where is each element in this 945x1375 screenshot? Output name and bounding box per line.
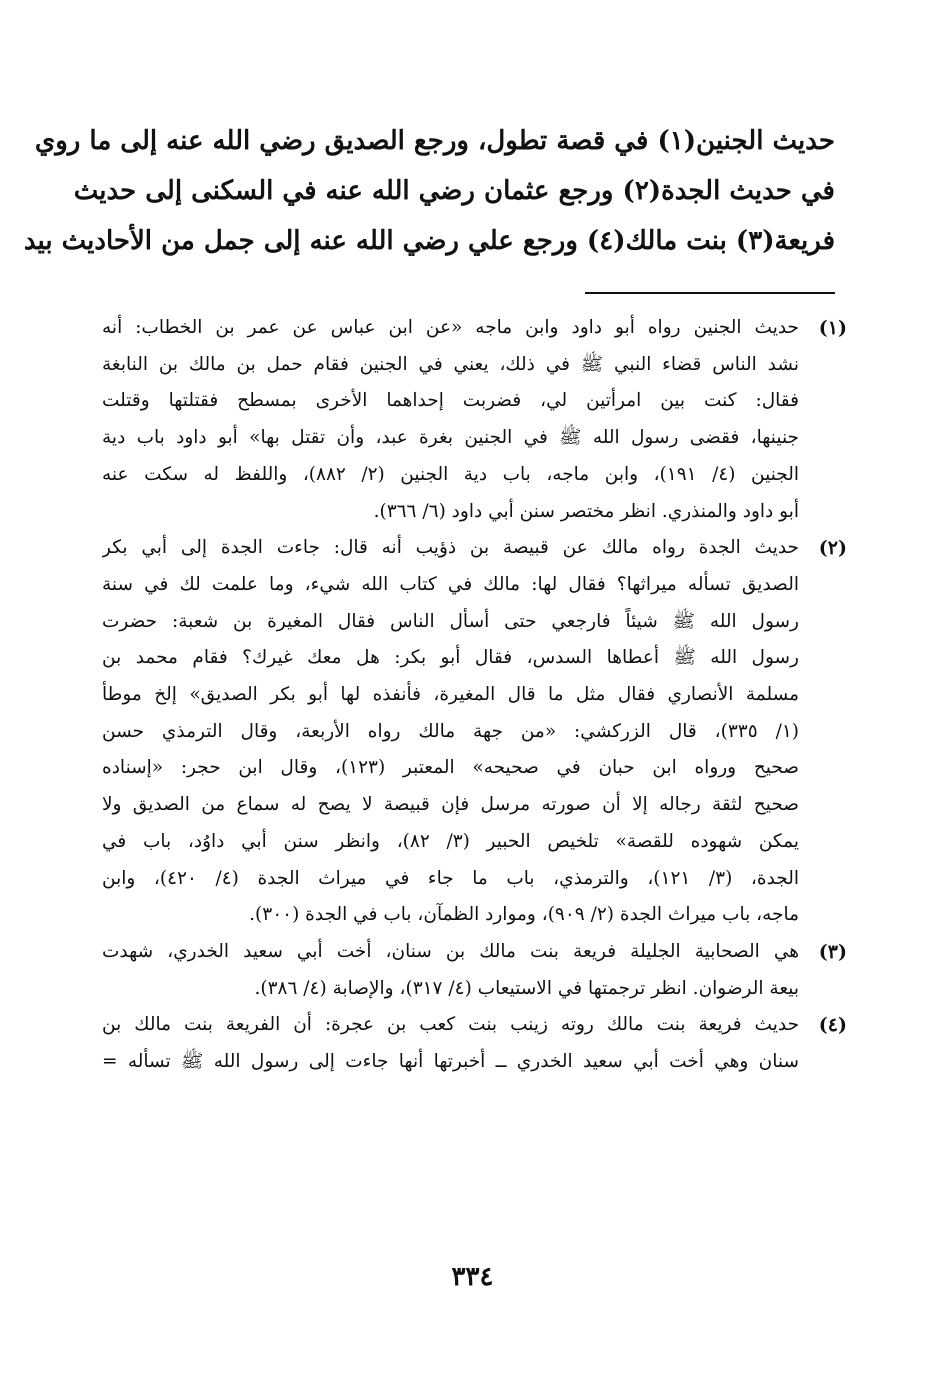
footnote-line: الجنين (٤/ ١٩١)، وابن ماجه، باب دية الجنين (٢/ ٨٨٢)، واللفظ له سكت عنه xyxy=(102,463,799,485)
footnote-separator xyxy=(585,292,835,294)
footnote-2 xyxy=(102,530,847,934)
footnote-line: الصديق تسأله ميراثها؟ فقال لها: مالك في كتاب الله شيء، وما علمت لك في سنة xyxy=(102,573,799,595)
main-text-line: في حديث الجدة(٢) ورجع عثمان رضي الله عنه في السكنى إلى حديث xyxy=(73,176,835,206)
main-text-line: فريعة(٣) بنت مالك(٤) ورجع علي رضي الله عنه إلى جمل من الأحاديث بيد xyxy=(23,226,835,256)
footnote-line: صحيح لثقة رجاله إلا أن صورته مرسل فإن قبيصة لا يصح له سماع من الصديق ولا xyxy=(102,794,799,816)
footnote-line: هي الصحابية الجليلة فريعة بنت مالك بن سنان، أخت أبي سعيد الخدري، شهدت xyxy=(102,940,799,962)
footnote-line: جنينها، فقضى رسول الله ﷺ في الجنين بغرة عبد، وأن تقتل بها» أبو داود باب دية xyxy=(102,427,799,449)
footnote-line: رسول الله ﷺ أعطاها السدس، فقال أبو بكر: هل معك غيرك؟ فقام محمد بن xyxy=(102,647,799,669)
footnote-line: رسول الله ﷺ شيئاً فارجعي حتى أسأل الناس فقال المغيرة بن شعبة: حضرت xyxy=(102,610,799,632)
page-number: ٣٣٤ xyxy=(451,1262,494,1292)
footnote-line: نشد الناس قضاء النبي ﷺ في ذلك، يعني في الجنين فقام حمل بن مالك بن النابغة xyxy=(102,353,799,375)
footnote-line: مسلمة الأنصاري فقال مثل ما قال المغيرة، فأنفذه لها أبو بكر الصديق» إلخ موطأ xyxy=(102,684,799,706)
footnote-line: ماجه، باب ميراث الجدة (٢/ ٩٠٩)، وموارد الظمآن، باب في الجدة (٣٠٠). xyxy=(249,904,799,926)
footnote-line: حديث الجنين رواه أبو داود وابن ماجه «عن ابن عباس عن عمر بن الخطاب: أنه xyxy=(102,317,799,338)
footnote-line: الجدة، (٣/ ١٢١)، والترمذي، باب ما جاء في ميراث الجدة (٤/ ٤٢٠)، وابن xyxy=(102,867,799,889)
footnote-line: أبو داود والمنذري. انظر مختصر سنن أبي داود (٦/ ٣٦٦). xyxy=(373,500,799,522)
footnote-number: (٢) xyxy=(818,537,847,560)
footnote-number: (٣) xyxy=(818,940,847,963)
footnote-line: سنان وهي أخت أبي سعيد الخدري ــ أخبرتها أنها جاءت إلى رسول الله ﷺ تسأله = xyxy=(102,1051,799,1073)
footnote-line: (١/ ٣٣٥)، قال الزركشي: «من جهة مالك رواه الأربعة، وقال الترمذي حسن xyxy=(102,720,799,742)
footnote-line: فقال: كنت بين امرأتين لي، فضربت إحداهما الأخرى بمسطح فقتلتها وقتلت xyxy=(102,390,799,412)
footnote-number: (٤) xyxy=(818,1014,847,1037)
footnote-number: (١) xyxy=(818,317,847,339)
footnote-line: حديث فريعة بنت مالك روته زينب بنت كعب بن عجرة: أن الفريعة بنت مالك بن xyxy=(102,1014,799,1036)
footnote-3 xyxy=(102,934,847,1007)
footnote-line: بيعة الرضوان. انظر ترجمتها في الاستيعاب (٤/ ٣١٧)، والإصابة (٤/ ٣٨٦). xyxy=(254,977,799,999)
footnotes-section xyxy=(102,310,847,1081)
footnote-4 xyxy=(102,1007,847,1080)
main-text-line: حديث الجنين(١) في قصة تطول، ورجع الصديق رضي الله عنه إلى ما روي xyxy=(34,126,835,156)
footnote-1 xyxy=(102,310,847,530)
footnote-line: حديث الجدة رواه مالك عن قبيصة بن ذؤيب أنه قال: جاءت الجدة إلى أبي بكر xyxy=(102,537,799,559)
footnote-line: يمكن شهوده للقصة» تلخيص الحبير (٣/ ٨٢)، وانظر سنن أبي داوُد، باب في xyxy=(102,830,799,852)
footnote-line: صحيح ورواه ابن حبان في صحيحه» المعتبر (١٢٣)، وقال ابن حجر: «إسناده xyxy=(102,757,799,779)
main-text-block xyxy=(23,116,835,266)
